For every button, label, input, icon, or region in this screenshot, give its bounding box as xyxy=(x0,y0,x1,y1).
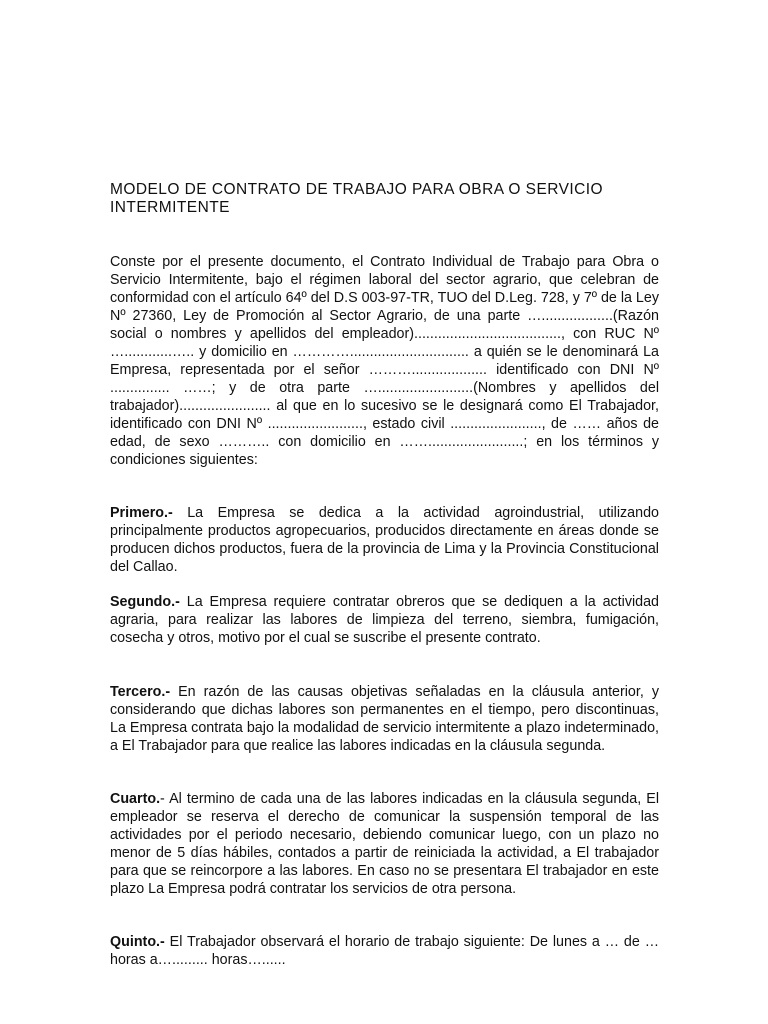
clause-text: La Empresa requiere contratar obreros que se dediquen a la actividad agraria, para realizar las labores de limpieza del terreno, siembra, fumigación, cosecha y otros, motivo por el cual se suscribe el presente contrato. xyxy=(110,594,659,646)
clause-label: Cuarto. xyxy=(110,791,161,807)
intro-paragraph: Conste por el presente documento, el Contrato Individual de Trabajo para Obra o Servicio Intermitente, bajo el régimen laboral del sector agrario, que celebran de conformidad con el artículo 64º del D.S 003-97-TR, TUO del D.Leg. 728, y 7º de la Ley Nº 27360, Ley de Promoción al Sector Agrario, de una parte …..................(Razón social o nombres y apellidos del empleador)....................................., con RUC Nº …............….. y domicilio en ………….............................. a quién se le denominará La Empresa, representada por el señor ………................... identificado con DNI Nº ............... ……; y de otra parte …........................(Nombres y apellidos del trabajador)....................... al que en lo sucesivo se le designará como El Trabajador, identificado con DNI Nº ........................, estado civil ......................., de …… años de edad, de sexo ……….. con domicilio en ……........................; en los términos y condiciones siguientes: xyxy=(110,254,659,468)
clause-text: La Empresa se dedica a la actividad agroindustrial, utilizando principalmente productos agropecuarios, producidos directamente en áreas donde se producen dichos productos, fuera de la provincia de Lima y la Provincia Constitucional del Callao. xyxy=(110,505,659,575)
clause-tercero xyxy=(110,683,659,755)
clause-text: En razón de las causas objetivas señaladas en la cláusula anterior, y considerando que dichas labores son permanentes en el tiempo, pero discontinuas, La Empresa contrata bajo la modalidad de servicio intermitente a plazo indeterminado, a El Trabajador para que realice las labores indicadas en la cláusula segunda. xyxy=(110,684,659,754)
clause-label: Segundo.- xyxy=(110,594,180,610)
clause-text: - Al termino de cada una de las labores indicadas en la cláusula segunda, El empleador se reserva el derecho de comunicar la suspensión temporal de las actividades por el periodo necesario, debiendo comunicar luego, con un plazo no menor de 5 días hábiles, contados a partir de reiniciada la actividad, a El trabajador para que se reincorpore a las labores. En caso no se presentara El trabajador en este plazo La Empresa podrá contratar los servicios de otra persona. xyxy=(110,791,659,897)
clause-segundo xyxy=(110,593,659,647)
document-title: MODELO DE CONTRATO DE TRABAJO PARA OBRA O SERVICIO INTERMITENTE xyxy=(110,181,604,216)
clause-label: Primero.- xyxy=(110,505,173,521)
clause-label: Tercero.- xyxy=(110,684,171,700)
clause-cuarto xyxy=(110,790,659,898)
clause-quinto xyxy=(110,933,659,969)
clause-primero xyxy=(110,504,659,576)
clause-text: El Trabajador observará el horario de trabajo siguiente: De lunes a … de … horas a…......... horas…...... xyxy=(110,934,659,968)
clause-label: Quinto.- xyxy=(110,934,165,950)
